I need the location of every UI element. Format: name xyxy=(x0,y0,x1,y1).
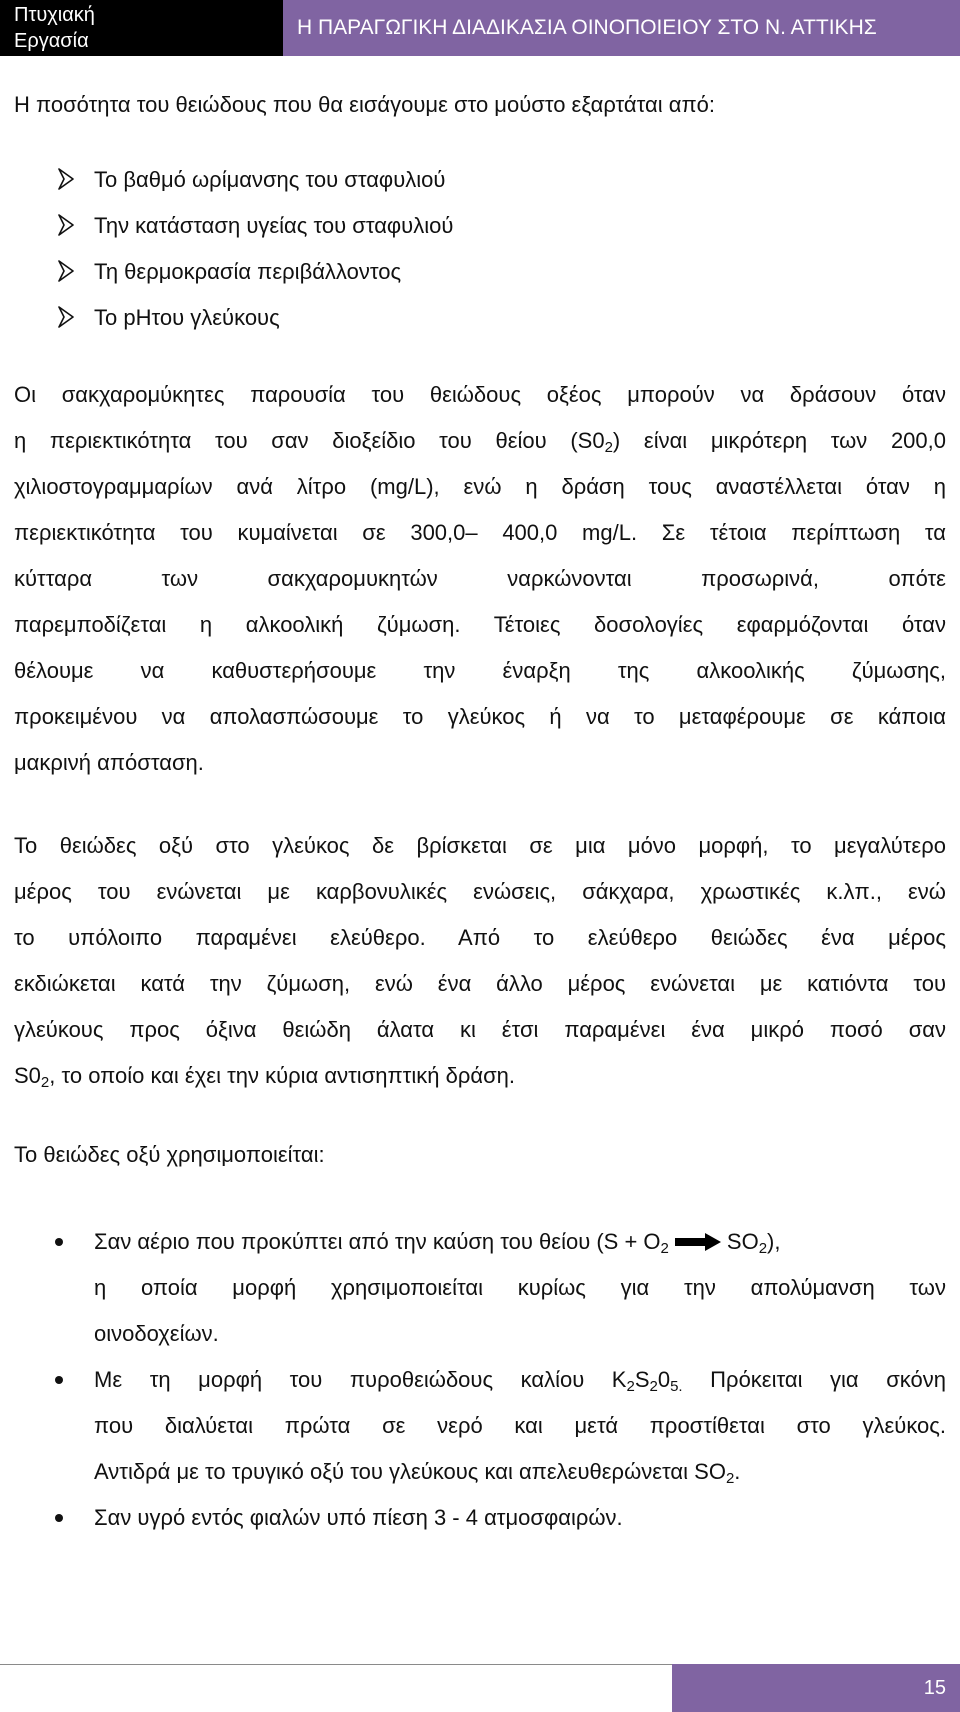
text-line: παρεμποδίζεται η αλκοολική ζύμωση. Τέτοιες δοσολογίες εφαρμόζονται όταν xyxy=(14,612,946,637)
text-line: προκειμένου να απολασπώσουμε το γλεύκος ή να το μεταφέρουμε σε κάποια xyxy=(14,704,946,729)
list-item xyxy=(55,1495,946,1541)
header-title-bar xyxy=(283,0,960,56)
bullet-dot-icon xyxy=(55,1514,63,1522)
header-label-line2: Εργασία xyxy=(14,30,89,52)
text-line: Σαν υγρό εντός φιαλών υπό πίεση 3 - 4 ατμοσφαιρών. xyxy=(94,1505,623,1530)
heading-line: Το θειώδες οξύ χρησιμοποιείται: xyxy=(14,1142,325,1167)
text-line: χιλιοστογραμμαρίων ανά λίτρο (mg/L), ενώ η δράση τους αναστέλλεται όταν η xyxy=(14,474,946,499)
text-run: Με τη μορφή του πυροθειώδους καλίου K xyxy=(94,1367,627,1392)
subscript: 2 xyxy=(758,1240,768,1257)
subscript: 5. xyxy=(670,1378,683,1395)
text-line: η οποία μορφή χρησιμοποιείται κυρίως για την απολύμανση των xyxy=(94,1275,946,1300)
arrowhead-icon xyxy=(58,306,74,328)
text-line: θέλουμε να καθυστερήσουμε την έναρξη της αλκοολικής ζύμωσης, xyxy=(14,658,946,683)
factor-text: Τη θερμοκρασία περιβάλλοντος xyxy=(94,259,402,284)
arrowhead-icon xyxy=(58,168,74,190)
header-title: Η ΠΑΡΑΓΩΓΙΚΗ ΔΙΑΔΙΚΑΣΙΑ ΟΙΝΟΠΟΙΕΙΟΥ ΣΤΟ Ν. ΑΤΤΙΚΗΣ xyxy=(297,16,877,39)
text-line: μέρος του ενώνεται με καρβονυλικές ενώσεις, σάκχαρα, χρωστικές κ.λπ., ενώ xyxy=(14,879,946,904)
subscript: 2 xyxy=(725,1470,735,1487)
list-item-text xyxy=(94,1219,946,1357)
text-run: . xyxy=(734,1459,741,1484)
text-line: Οι σακχαρομύκητες παρουσία του θειώδους οξέος μπορούν να δράσουν όταν xyxy=(14,382,946,407)
factor-text: Το pHτου γλεύκους xyxy=(94,305,280,330)
list-item-text xyxy=(94,1495,946,1541)
text-line: Το θειώδες οξύ στο γλεύκος δε βρίσκεται σε μια μόνο μορφή, το μεγαλύτερο xyxy=(14,833,946,858)
paragraph-sulfurous-forms xyxy=(14,823,946,1099)
bullet-dot-icon xyxy=(55,1238,63,1246)
text-line xyxy=(94,1449,946,1495)
text-line: οινοδοχείων. xyxy=(94,1321,219,1346)
bullet-dot-icon xyxy=(55,1376,63,1384)
factor-text: Το βαθμό ωρίμανσης του σταφυλιού xyxy=(94,167,446,192)
text-line xyxy=(14,418,946,464)
factor-text: Την κατάσταση υγείας του σταφυλιού xyxy=(94,213,454,238)
subscript: 2 xyxy=(604,439,613,456)
subscript: 2 xyxy=(660,1240,669,1257)
uses-list xyxy=(55,1219,946,1541)
text-run: SO xyxy=(726,1229,759,1254)
header-section-label xyxy=(0,0,283,56)
text-run: η περιεκτικότητα του σαν διοξείδιο του θείου (S0 xyxy=(14,428,605,453)
list-item xyxy=(55,1357,946,1495)
arrowhead-icon xyxy=(58,260,74,282)
text-run: S0 xyxy=(14,1063,41,1088)
text-line xyxy=(94,1357,946,1403)
uses-heading xyxy=(14,1132,946,1178)
text-run: , το οποίο και έχει την κύρια αντισηπτική δράση. xyxy=(49,1063,516,1088)
text-line: που διαλύεται πρώτα σε νερό και μετά προστίθεται στο γλεύκος. xyxy=(94,1413,946,1438)
text-line: το υπόλοιπο παραμένει ελεύθερο. Από το ελεύθερο θειώδες ένα μέρος xyxy=(14,925,946,950)
list-item-text xyxy=(94,1357,946,1495)
intro-text xyxy=(14,82,946,128)
footer-page-box xyxy=(672,1664,960,1712)
text-run: Πρόκειται για σκόνη xyxy=(682,1367,946,1392)
arrowhead-icon xyxy=(58,214,74,236)
subscript: 2 xyxy=(40,1074,50,1091)
text-run: S xyxy=(634,1367,650,1392)
page-number: 15 xyxy=(923,1677,946,1699)
text-line: κύτταρα των σακχαρομυκητών ναρκώνονται προσωρινά, οπότε xyxy=(14,566,946,591)
text-run: Σαν αέριο που προκύπτει από την καύση του θείου (S + O xyxy=(94,1229,661,1254)
list-item xyxy=(55,1219,946,1357)
right-arrow-icon xyxy=(675,1233,721,1251)
text-line: περιεκτικότητα του κυμαίνεται σε 300,0– 400,0 mg/L. Σε τέτοια περίπτωση τα xyxy=(14,520,946,545)
text-line xyxy=(94,1219,946,1265)
header-label-line1: Πτυχιακή xyxy=(14,4,95,26)
text-run: ), xyxy=(767,1229,781,1254)
text-line: γλεύκους προς όξινα θειώδη άλατα κι έτσι παραμένει ένα μικρό ποσό σαν xyxy=(14,1017,946,1042)
text-run: ) είναι μικρότερη των 200,0 xyxy=(612,428,947,453)
text-run: Αντιδρά με το τρυγικό οξύ του γλεύκους και απελευθερώνεται SO xyxy=(94,1459,726,1484)
text-line: εκδιώκεται κατά την ζύμωση, ενώ ένα άλλο μέρος ενώνεται με κατιόντα του xyxy=(14,971,946,996)
text-line xyxy=(14,1053,946,1099)
subscript: 2 xyxy=(649,1378,658,1395)
text-line: μακρινή απόσταση. xyxy=(14,750,204,775)
text-run: 0 xyxy=(657,1367,671,1392)
footer-divider xyxy=(0,1664,672,1665)
intro-line: Η ποσότητα του θειώδους που θα εισάγουμε στο μούστο εξαρτάται από: xyxy=(14,92,715,117)
paragraph-yeast-action xyxy=(14,372,946,786)
subscript: 2 xyxy=(626,1378,635,1395)
